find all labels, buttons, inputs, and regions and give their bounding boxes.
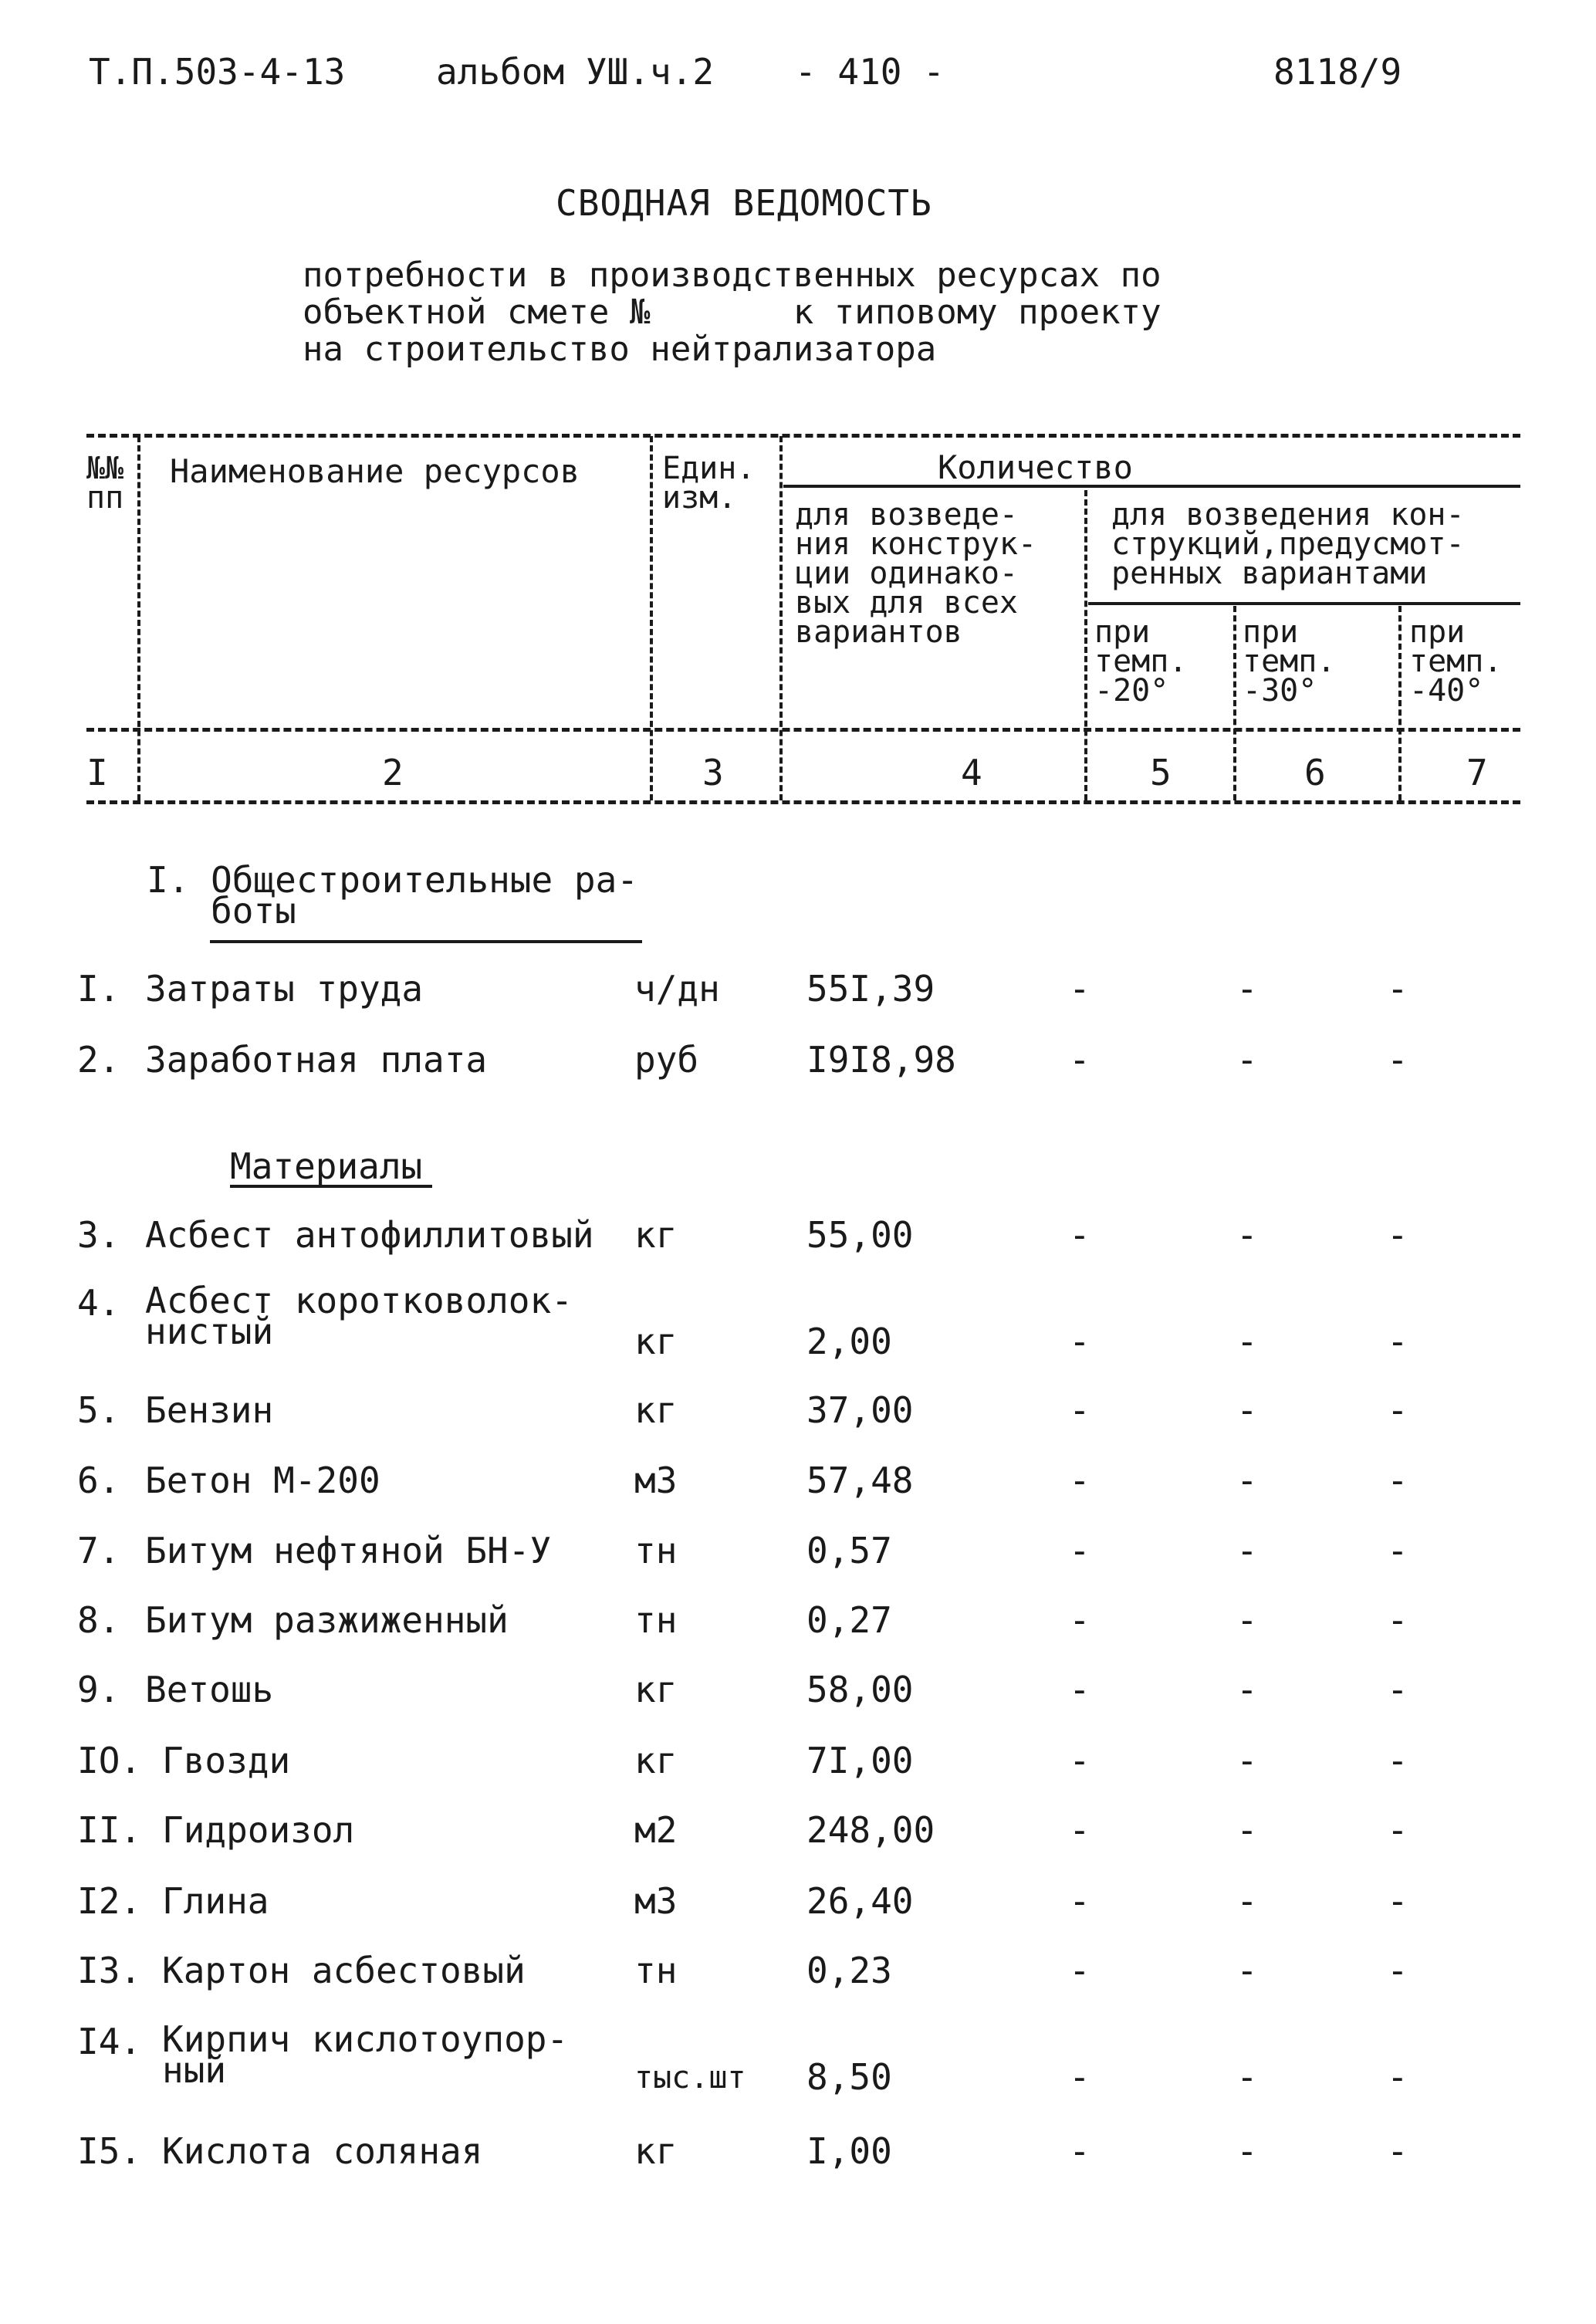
resource-name: Ветошь (145, 1669, 274, 1710)
variant-30-value: - (1236, 1880, 1258, 1922)
variant-30-value: - (1236, 968, 1258, 1010)
resource-unit: ч/дн (634, 968, 720, 1010)
page-title: СВОДНАЯ ВЕДОМОСТЬ (556, 182, 932, 224)
resource-name: Глина (162, 1880, 269, 1922)
resource-unit: тн (634, 1530, 678, 1571)
resource-quantity: 0,57 (806, 1530, 892, 1571)
variant-20-value: - (1069, 1740, 1090, 1781)
resource-unit: тыс.шт (634, 2060, 746, 2096)
column-header-temp-30: при темп. -30° (1243, 614, 1336, 709)
variant-40-value: - (1387, 1530, 1408, 1571)
variant-20-value: - (1069, 1669, 1090, 1710)
variant-20-value: - (1069, 2056, 1090, 2098)
section-materials-underline (230, 1185, 432, 1188)
variant-40-value: - (1387, 2130, 1408, 2172)
quantity-rule (783, 485, 1520, 488)
subtitle-line-1: потребности в производственных ресурсах по (303, 255, 1161, 295)
row-number: IO. (77, 1740, 142, 1781)
variant-30-value: - (1236, 1950, 1258, 1991)
variant-20-value: - (1069, 1389, 1090, 1431)
column-numbers-rule (86, 800, 1520, 804)
resource-quantity: 248,00 (806, 1809, 935, 1851)
resource-name: Заработная плата (145, 1039, 488, 1081)
page-number: - 410 - (795, 51, 945, 93)
resource-unit: м3 (634, 1460, 678, 1501)
variant-30-value: - (1236, 2130, 1258, 2172)
variant-30-value: - (1236, 1669, 1258, 1710)
variants-rule (1088, 602, 1520, 605)
row-number: 4. (77, 1282, 120, 1324)
variant-20-value: - (1069, 1321, 1090, 1362)
row-number: I3. (77, 1950, 142, 1991)
row-number: I5. (77, 2130, 142, 2172)
section-general-works: I. Общестроительные ра- боты (147, 859, 638, 932)
header-bottom-rule (86, 728, 1520, 732)
variant-40-value: - (1387, 1950, 1408, 1991)
column-header-quantity: Количество (938, 448, 1133, 486)
variant-30-value: - (1236, 1389, 1258, 1431)
variant-30-value: - (1236, 1809, 1258, 1851)
column-header-temp-20: при темп. -20° (1094, 614, 1188, 709)
variant-40-value: - (1387, 1809, 1408, 1851)
variant-40-value: - (1387, 1039, 1408, 1081)
variant-20-value: - (1069, 968, 1090, 1010)
table-top-rule (86, 434, 1520, 438)
variant-40-value: - (1387, 1460, 1408, 1501)
row-number: I2. (77, 1880, 142, 1922)
row-number: 9. (77, 1669, 120, 1710)
resource-name: Гидроизол (162, 1809, 355, 1851)
resource-quantity: 55,00 (806, 1214, 914, 1256)
column-header-number: №№ пп (86, 451, 124, 516)
column-number: I (86, 752, 108, 793)
resource-quantity: I,00 (806, 2130, 892, 2172)
variant-20-value: - (1069, 1039, 1090, 1081)
variant-30-value: - (1236, 2056, 1258, 2098)
resource-name: Кислота соляная (162, 2130, 483, 2172)
column-header-common: для возведе- ния конструк- ции одинако- вых для всех вариантов (795, 497, 1037, 650)
resource-quantity: 0,27 (806, 1599, 892, 1641)
row-number: 7. (77, 1530, 120, 1571)
sheet-number: 8118/9 (1273, 51, 1402, 93)
variant-20-value: - (1069, 1599, 1090, 1641)
column-number: 2 (382, 752, 404, 793)
subtitle-line-2: объектной смете № к типовому проекту (303, 293, 1161, 332)
resource-quantity: 26,40 (806, 1880, 914, 1922)
variant-40-value: - (1387, 1669, 1408, 1710)
resource-unit: руб (634, 1039, 699, 1081)
resource-name: Бетон М-200 (145, 1460, 380, 1501)
variant-30-value: - (1236, 1740, 1258, 1781)
column-number: 3 (702, 752, 724, 793)
album-label: альбом УШ.ч.2 (436, 51, 715, 93)
row-number: II. (77, 1809, 142, 1851)
resource-quantity: 8,50 (806, 2056, 892, 2098)
resource-unit: кг (634, 1321, 678, 1362)
variant-40-value: - (1387, 1740, 1408, 1781)
row-number: I4. (77, 2021, 142, 2062)
variant-20-value: - (1069, 1214, 1090, 1256)
variant-20-value: - (1069, 1460, 1090, 1501)
row-number: 8. (77, 1599, 120, 1641)
variant-30-value: - (1236, 1039, 1258, 1081)
resource-quantity: 55I,39 (806, 968, 935, 1010)
resource-unit: кг (634, 2130, 678, 2172)
resource-unit: тн (634, 1599, 678, 1641)
column-header-variants: для возведения кон- струкций,предусмот- ренных вариантами (1111, 497, 1465, 591)
column-divider-3 (779, 436, 783, 800)
variant-30-value: - (1236, 1321, 1258, 1362)
variant-30-value: - (1236, 1214, 1258, 1256)
section-general-underline (210, 940, 642, 943)
resource-name: Битум разжиженный (145, 1599, 509, 1641)
resource-quantity: 7I,00 (806, 1740, 914, 1781)
column-header-name: Наименование ресурсов (170, 452, 580, 490)
subtitle-line-3: на строительство нейтрализатора (303, 330, 937, 369)
row-number: 3. (77, 1214, 120, 1256)
column-divider-5 (1233, 606, 1236, 800)
resource-name: Кирпич кислотоупор- ный (162, 2018, 569, 2091)
variant-40-value: - (1387, 968, 1408, 1010)
resource-unit: кг (634, 1669, 678, 1710)
resource-name: Битум нефтяной БН-У (145, 1530, 552, 1571)
resource-name: Асбест коротковолок- нистый (145, 1280, 573, 1352)
row-number: I. (77, 968, 120, 1010)
resource-name: Бензин (145, 1389, 274, 1431)
resource-unit: кг (634, 1740, 678, 1781)
resource-quantity: 0,23 (806, 1950, 892, 1991)
resource-unit: м2 (634, 1809, 678, 1851)
resource-name: Гвозди (162, 1740, 291, 1781)
variant-40-value: - (1387, 1321, 1408, 1362)
variant-20-value: - (1069, 2130, 1090, 2172)
row-number: 6. (77, 1460, 120, 1501)
column-header-temp-40: при темп. -40° (1409, 614, 1503, 709)
column-divider-1 (137, 436, 140, 800)
variant-30-value: - (1236, 1460, 1258, 1501)
column-number: 5 (1150, 752, 1172, 793)
resource-quantity: 37,00 (806, 1389, 914, 1431)
column-divider-4 (1084, 490, 1087, 800)
variant-20-value: - (1069, 1950, 1090, 1991)
column-number: 7 (1466, 752, 1488, 793)
document-code: Т.П.503-4-13 (89, 51, 346, 93)
variant-40-value: - (1387, 1214, 1408, 1256)
variant-20-value: - (1069, 1809, 1090, 1851)
column-divider-2 (650, 436, 653, 800)
resource-name: Картон асбестовый (162, 1950, 526, 1991)
row-number: 2. (77, 1039, 120, 1081)
resource-quantity: 2,00 (806, 1321, 892, 1362)
column-number: 6 (1304, 752, 1326, 793)
variant-20-value: - (1069, 1880, 1090, 1922)
resource-quantity: 57,48 (806, 1460, 914, 1501)
resource-unit: кг (634, 1389, 678, 1431)
section-materials: Материалы (230, 1145, 423, 1187)
resource-unit: м3 (634, 1880, 678, 1922)
variant-20-value: - (1069, 1530, 1090, 1571)
resource-name: Асбест антофиллитовый (145, 1214, 594, 1256)
variant-30-value: - (1236, 1599, 1258, 1641)
column-number: 4 (961, 752, 982, 793)
variant-30-value: - (1236, 1530, 1258, 1571)
resource-name: Затраты труда (145, 968, 424, 1010)
column-header-unit: Един. изм. (662, 451, 756, 516)
resource-unit: тн (634, 1950, 678, 1991)
row-number: 5. (77, 1389, 120, 1431)
column-divider-6 (1398, 606, 1402, 800)
variant-40-value: - (1387, 1389, 1408, 1431)
resource-quantity: I9I8,98 (806, 1039, 956, 1081)
variant-40-value: - (1387, 2056, 1408, 2098)
resource-unit: кг (634, 1214, 678, 1256)
resource-quantity: 58,00 (806, 1669, 914, 1710)
variant-40-value: - (1387, 1880, 1408, 1922)
variant-40-value: - (1387, 1599, 1408, 1641)
